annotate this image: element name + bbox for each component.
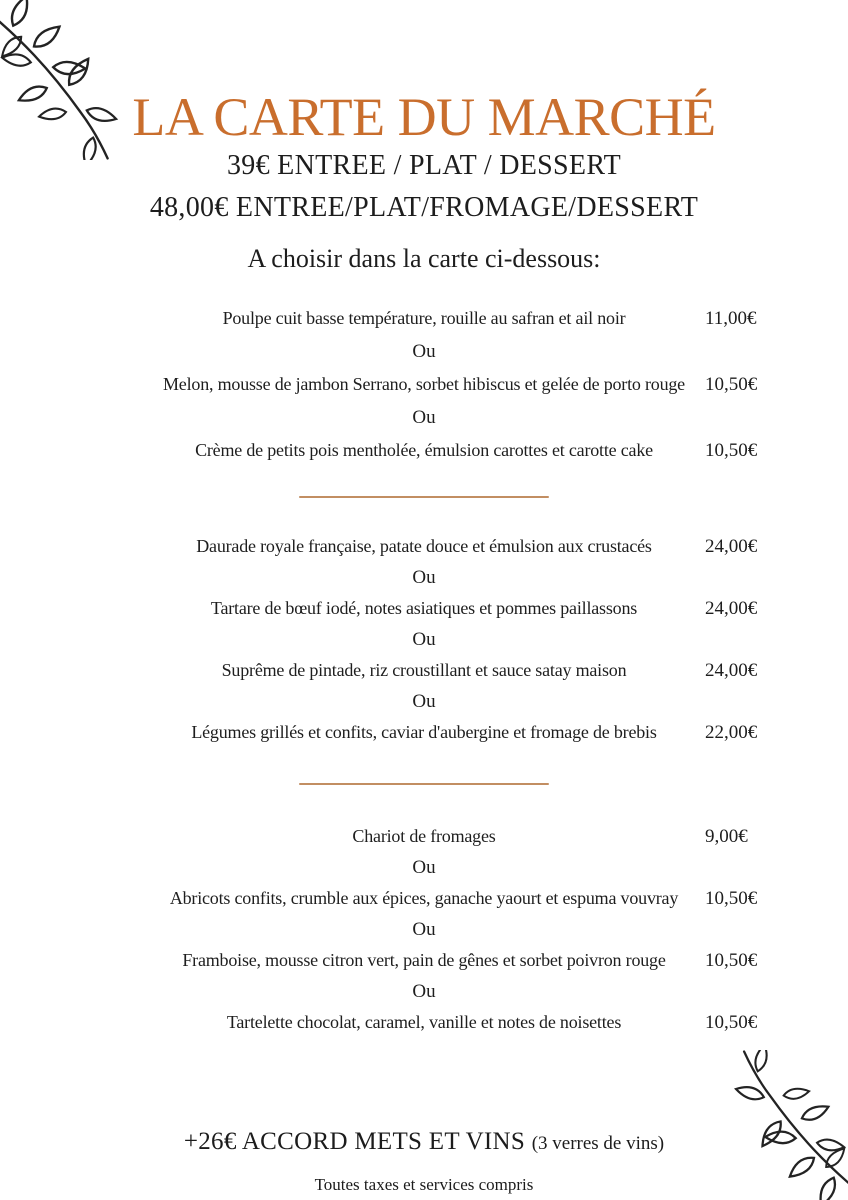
menu-item-row (0, 302, 848, 335)
wine-pairing-line (0, 1124, 848, 1162)
dish-price: 10,50€ (705, 1011, 758, 1033)
menu-item-row (0, 717, 848, 748)
menu-item-row (0, 434, 848, 467)
wine-pairing-note-text: (3 verres de vins) (531, 1133, 665, 1154)
dish-name: Tartare de bœuf iodé, notes asiatiques et pommes paillassons (210, 598, 638, 618)
dish-price: 22,00€ (705, 721, 758, 743)
or-separator: Ou (412, 628, 436, 650)
dish-name: Framboise, mousse citron vert, pain de gênes et sorbet poivron rouge (182, 950, 666, 970)
or-separator: Ou (412, 406, 436, 428)
formula-48-line: 48,00€ ENTREE/PLAT/FROMAGE/DESSERT (149, 192, 699, 223)
or-separator: Ou (412, 566, 436, 588)
or-separator: Ou (412, 690, 436, 712)
or-separator: Ou (412, 918, 436, 940)
dish-price: 9,00€ (705, 825, 748, 847)
section-divider (299, 783, 549, 785)
dish-price: 24,00€ (705, 597, 758, 619)
or-separator: Ou (412, 980, 436, 1002)
or-separator: Ou (412, 856, 436, 878)
dish-name: Crème de petits pois mentholée, émulsion carottes et carotte cake (195, 440, 653, 460)
dish-price: 10,50€ (705, 439, 758, 461)
dish-name: Daurade royale française, patate douce et émulsion aux crustacés (196, 536, 652, 556)
section-entrees (0, 302, 848, 467)
dish-price: 24,00€ (705, 659, 758, 681)
dish-name: Chariot de fromages (352, 826, 496, 846)
section-fromages-desserts (0, 821, 848, 1038)
dish-name: Tartelette chocolat, caramel, vanille et notes de noisettes (226, 1012, 622, 1032)
menu-item-row (0, 593, 848, 624)
menu-item-row (0, 945, 848, 976)
section-plats (0, 531, 848, 748)
dish-name: Poulpe cuit basse température, rouille au safran et ail noir (222, 308, 626, 328)
menu-item-row (0, 368, 848, 401)
menu-item-row (0, 1007, 848, 1038)
intro-text: A choisir dans la carte ci-dessous: (247, 244, 601, 273)
dish-name: Abricots confits, crumble aux épices, ganache yaourt et espuma vouvray (169, 888, 679, 908)
menu-item-row (0, 655, 848, 686)
dish-price: 10,50€ (705, 887, 758, 909)
menu-item-row (0, 821, 848, 852)
page-title: LA CARTE DU MARCHÉ (132, 87, 716, 147)
dish-price: 10,50€ (705, 373, 758, 395)
or-separator: Ou (412, 340, 436, 362)
wine-pairing-note (532, 1133, 664, 1154)
dish-price: 24,00€ (705, 535, 758, 557)
dish-name: Melon, mousse de jambon Serrano, sorbet hibiscus et gelée de porto rouge (163, 374, 685, 394)
section-divider (299, 496, 549, 498)
dish-price: 11,00€ (705, 307, 757, 329)
menu-item-row (0, 883, 848, 914)
menu-item-row (0, 531, 848, 562)
dish-price: 10,50€ (705, 949, 758, 971)
tax-note: Toutes taxes et services compris (314, 1175, 534, 1194)
dish-name: Légumes grillés et confits, caviar d'aubergine et fromage de brebis (191, 722, 657, 742)
wine-pairing-main: +26€ ACCORD METS ET VINS (183, 1128, 526, 1155)
formula-39-line: 39€ ENTREE / PLAT / DESSERT (226, 150, 622, 181)
dish-name: Suprême de pintade, riz croustillant et sauce satay maison (221, 660, 627, 680)
